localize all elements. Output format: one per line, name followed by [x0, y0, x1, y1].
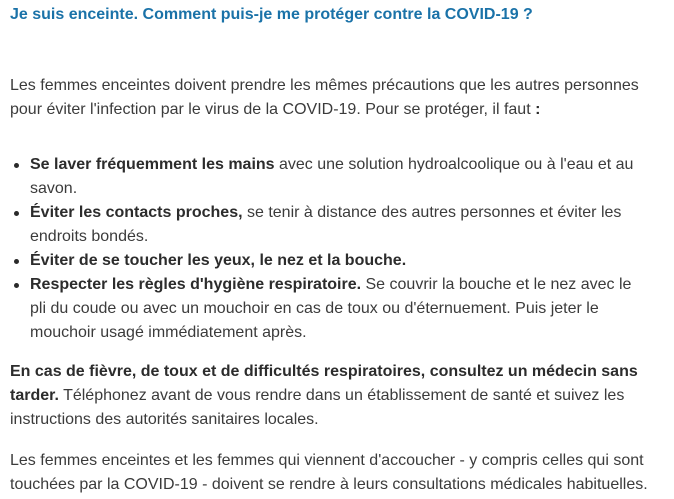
list-item-text: Se couvrir la bouche et le nez avec le pli du coude ou avec un mouchoir en cas de toux ou d'éternuement. Puis jeter le mouchoir usagé immédiatement après.: [30, 276, 632, 341]
list-item-bold: Respecter les règles d'hygiène respiratoire.: [30, 276, 362, 293]
fever-paragraph-text: Téléphonez avant de vous rendre dans un établissement de santé et suivez les instructions des autorités sanitaires locales.: [10, 387, 625, 428]
list-item-bold: Se laver fréquemment les mains: [30, 156, 275, 173]
bullet-icon: [14, 163, 19, 168]
list-item: [10, 249, 650, 273]
precautions-list: [10, 153, 650, 345]
intro-colon: :: [535, 101, 541, 118]
list-item-bold: Éviter de se toucher les yeux, le nez et la bouche.: [30, 252, 407, 269]
bullet-icon: [14, 283, 19, 288]
fever-paragraph-bold: En cas de fièvre, de toux et de difficultés respiratoires, consultez un médecin sans tarder.: [10, 363, 638, 404]
list-item-bold: Éviter les contacts proches,: [30, 204, 243, 221]
list-item-text: avec une solution hydroalcoolique ou à l'eau et au savon.: [30, 156, 634, 197]
bullet-icon: [14, 211, 19, 216]
intro-paragraph: [10, 74, 660, 122]
list-item: [10, 201, 650, 249]
question-heading: Je suis enceinte. Comment puis-je me protéger contre la COVID-19 ?: [10, 6, 533, 23]
list-item: [10, 273, 650, 345]
list-item-text: se tenir à distance des autres personnes et éviter les endroits bondés.: [30, 204, 622, 245]
bullet-icon: [14, 259, 19, 264]
fever-paragraph: [10, 360, 650, 432]
consultation-paragraph: Les femmes enceintes et les femmes qui viennent d'accoucher - y compris celles qui sont touchées par la COVID-19 - doivent se rendre à leurs consultations médicales habituelles.: [10, 452, 648, 493]
list-item: [10, 153, 650, 201]
intro-text: Les femmes enceintes doivent prendre les mêmes précautions que les autres personnes pour éviter l'infection par le virus de la COVID-19. Pour se protéger, il faut: [10, 77, 639, 118]
